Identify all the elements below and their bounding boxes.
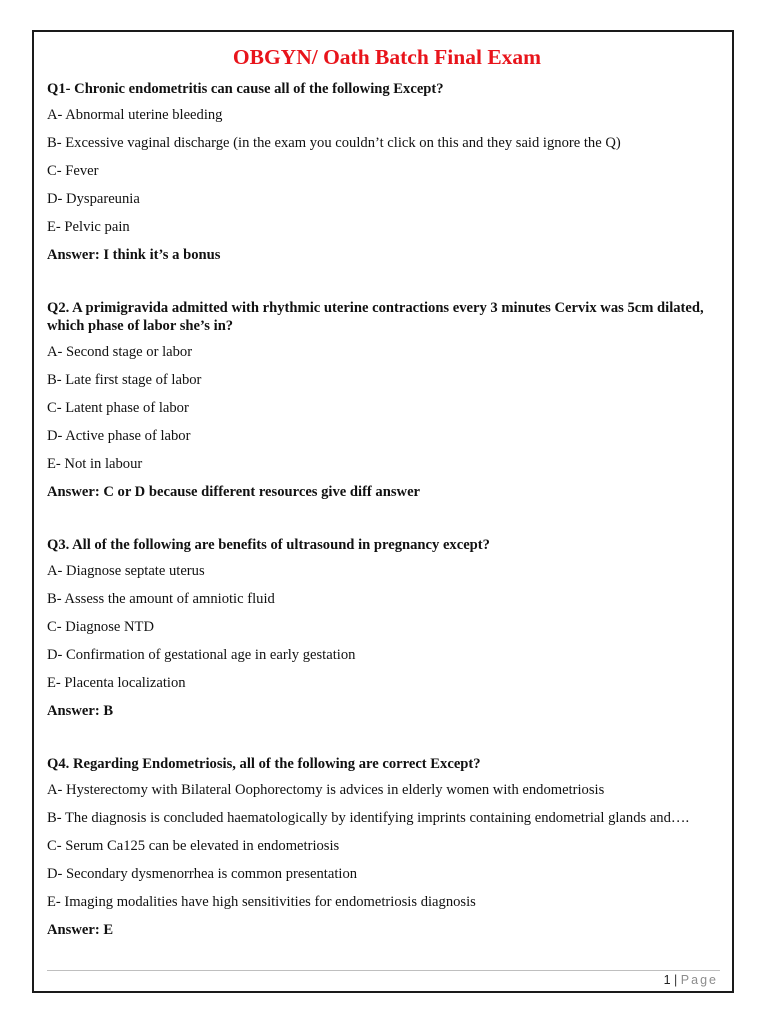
footer-separator: | [674,973,678,987]
page-footer [664,973,718,987]
question-2-option-c: C- Latent phase of labor [47,400,189,416]
question-2-option-d: D- Active phase of labor [47,428,191,444]
question-4-text: Q4. Regarding Endometriosis, all of the following are correct Except? [47,756,481,772]
question-block-1 [47,80,727,264]
question-2-option-b: B- Late first stage of labor [47,372,202,388]
question-1-option-a: A- Abnormal uterine bleeding [47,107,223,123]
question-1-option-c: C- Fever [47,163,99,179]
question-2-text: Q2. A primigravida admitted with rhythmic uterine contractions every 3 minutes Cervix was 5cm dilated, which phase of labor she’s in? [47,300,704,334]
question-1-text: Q1- Chronic endometritis can cause all of the following Except? [47,81,444,97]
question-3-answer: Answer: B [47,703,114,719]
page-label: Page [680,973,718,987]
question-1-answer: Answer: I think it’s a bonus [47,247,221,263]
question-block-4 [47,755,727,939]
question-4-option-c: C- Serum Ca125 can be elevated in endometriosis [47,838,340,854]
page-number: 1 [663,973,672,987]
question-4-option-a: A- Hysterectomy with Bilateral Oophorectomy is advices in elderly women with endometriosis [47,782,605,798]
document-content [47,44,727,939]
question-4-option-e: E- Imaging modalities have high sensitivities for endometriosis diagnosis [47,894,476,910]
question-4-answer: Answer: E [47,922,114,938]
question-1-option-e: E- Pelvic pain [47,219,130,235]
exam-title: OBGYN/ Oath Batch Final Exam [232,45,542,69]
question-2-option-a: A- Second stage or labor [47,344,193,360]
question-3-option-e: E- Placenta localization [47,675,186,691]
question-1-option-d: D- Dyspareunia [47,191,140,207]
footer-divider [47,970,720,971]
question-4-option-d: D- Secondary dysmenorrhea is common presentation [47,866,358,882]
question-2-answer: Answer: C or D because different resources give diff answer [47,484,421,500]
question-3-option-d: D- Confirmation of gestational age in early gestation [47,647,356,663]
question-3-option-c: C- Diagnose NTD [47,619,155,635]
question-block-3 [47,536,727,720]
question-4-option-b: B- The diagnosis is concluded haematologically by identifying imprints containing endometrial glands and…. [47,810,690,826]
question-block-2 [47,299,727,501]
question-3-option-b: B- Assess the amount of amniotic fluid [47,591,275,607]
question-2-option-e: E- Not in labour [47,456,143,472]
question-1-option-b: B- Excessive vaginal discharge (in the exam you couldn’t click on this and they said ignore the Q) [47,135,621,151]
question-3-option-a: A- Diagnose septate uterus [47,563,205,579]
question-3-text: Q3. All of the following are benefits of ultrasound in pregnancy except? [47,537,490,553]
